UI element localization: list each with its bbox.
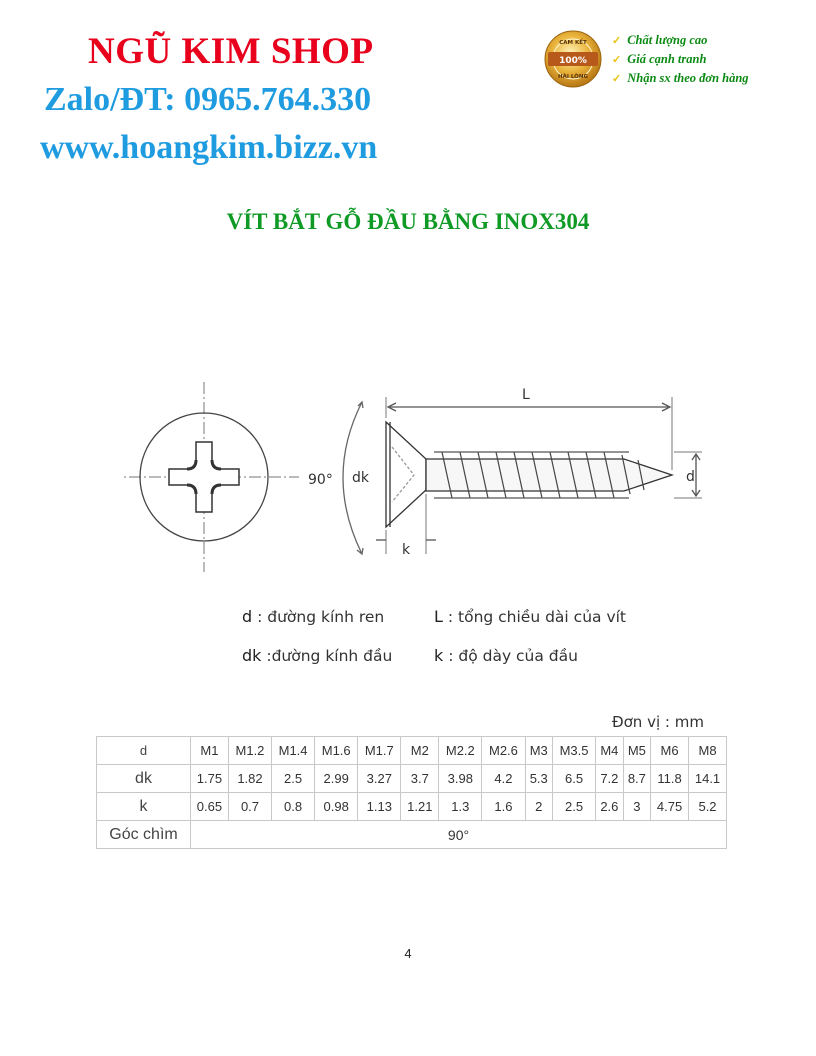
shop-name: NGŨ KIM SHOP	[88, 31, 374, 72]
screw-side-view	[308, 387, 702, 558]
table-row-dk	[97, 765, 727, 793]
website-url: www.hoangkim.bizz.vn	[40, 129, 378, 166]
highlights-list	[612, 31, 749, 88]
table-cell: 2.5	[553, 793, 596, 821]
phillips-cross-icon	[169, 442, 239, 512]
table-cell: M1.7	[358, 737, 401, 765]
table-cell: M8	[689, 737, 727, 765]
check-icon: ✓	[612, 54, 622, 66]
table-cell: 3.98	[439, 765, 482, 793]
table-cell: M2	[401, 737, 439, 765]
badge-bottom-text: HÀI LÒNG	[558, 74, 588, 80]
page-number: 4	[404, 946, 412, 961]
badge-center-text: 100%	[559, 56, 587, 66]
guarantee-badge-icon	[540, 29, 606, 89]
contact-phone: Zalo/ĐT: 0965.764.330	[44, 81, 372, 118]
table-cell: 6.5	[553, 765, 596, 793]
table-cell: 11.8	[651, 765, 689, 793]
table-cell: 5.2	[689, 793, 727, 821]
badge-top-text: CAM KẾT	[559, 40, 587, 46]
check-icon: ✓	[612, 73, 622, 85]
table-cell: 3	[623, 793, 651, 821]
L-label: L	[522, 387, 530, 403]
angle-label: 90°	[308, 472, 333, 488]
screw-head-top-view	[124, 382, 299, 572]
row-label: d	[97, 737, 191, 765]
table-cell: 14.1	[689, 765, 727, 793]
table-cell: 0.8	[272, 793, 315, 821]
table-cell: 4.2	[482, 765, 525, 793]
table-cell: M1.4	[272, 737, 315, 765]
product-title: VÍT BẮT GỖ ĐẦU BẰNG INOX304	[226, 209, 590, 234]
table-cell: M1.6	[315, 737, 358, 765]
table-cell: M2.6	[482, 737, 525, 765]
table-cell: M1.2	[228, 737, 271, 765]
table-cell: 3.27	[358, 765, 401, 793]
legend-dk: dk :đường kính đầu	[242, 646, 393, 665]
table-cell: M3	[525, 737, 553, 765]
table-cell: 1.3	[439, 793, 482, 821]
legend-k: k : độ dày của đầu	[434, 646, 578, 665]
table-cell: 5.3	[525, 765, 553, 793]
table-cell: 8.7	[623, 765, 651, 793]
table-row-angle	[97, 821, 727, 849]
table-cell: 1.75	[191, 765, 229, 793]
table-cell: 1.6	[482, 793, 525, 821]
table-cell: M6	[651, 737, 689, 765]
table-cell: M3.5	[553, 737, 596, 765]
d-label: d	[686, 469, 695, 485]
table-cell: 0.7	[228, 793, 271, 821]
table-cell: 90°	[191, 821, 727, 849]
check-icon: ✓	[612, 35, 622, 47]
table-cell: M2.2	[439, 737, 482, 765]
row-label: dk	[97, 765, 191, 793]
dk-label: dk	[352, 470, 369, 486]
row-label: Góc chìm	[97, 821, 191, 849]
table-cell: M4	[596, 737, 624, 765]
screw-technical-drawing	[124, 372, 714, 582]
table-row-d	[97, 737, 727, 765]
table-cell: 2	[525, 793, 553, 821]
table-cell: 2.99	[315, 765, 358, 793]
row-label: k	[97, 793, 191, 821]
table-cell: 2.5	[272, 765, 315, 793]
table-cell: 2.6	[596, 793, 624, 821]
legend-L: L : tổng chiều dài của vít	[434, 607, 626, 626]
unit-label: Đơn vị : mm	[612, 713, 704, 731]
table-row-k	[97, 793, 727, 821]
table-cell: 7.2	[596, 765, 624, 793]
table-cell: 1.21	[401, 793, 439, 821]
table-cell: 1.13	[358, 793, 401, 821]
legend-d: d : đường kính ren	[242, 607, 385, 626]
table-cell: 0.65	[191, 793, 229, 821]
table-cell: 1.82	[228, 765, 271, 793]
spec-table	[96, 736, 727, 849]
table-cell: 0.98	[315, 793, 358, 821]
k-label: k	[402, 542, 411, 558]
highlight-item: ✓ Giá cạnh tranh	[612, 52, 707, 66]
highlight-item: ✓ Nhận sx theo đơn hàng	[612, 71, 749, 85]
table-cell: M5	[623, 737, 651, 765]
highlight-item: ✓ Chất lượng cao	[612, 33, 708, 47]
table-cell: M1	[191, 737, 229, 765]
table-cell: 4.75	[651, 793, 689, 821]
table-cell: 3.7	[401, 765, 439, 793]
